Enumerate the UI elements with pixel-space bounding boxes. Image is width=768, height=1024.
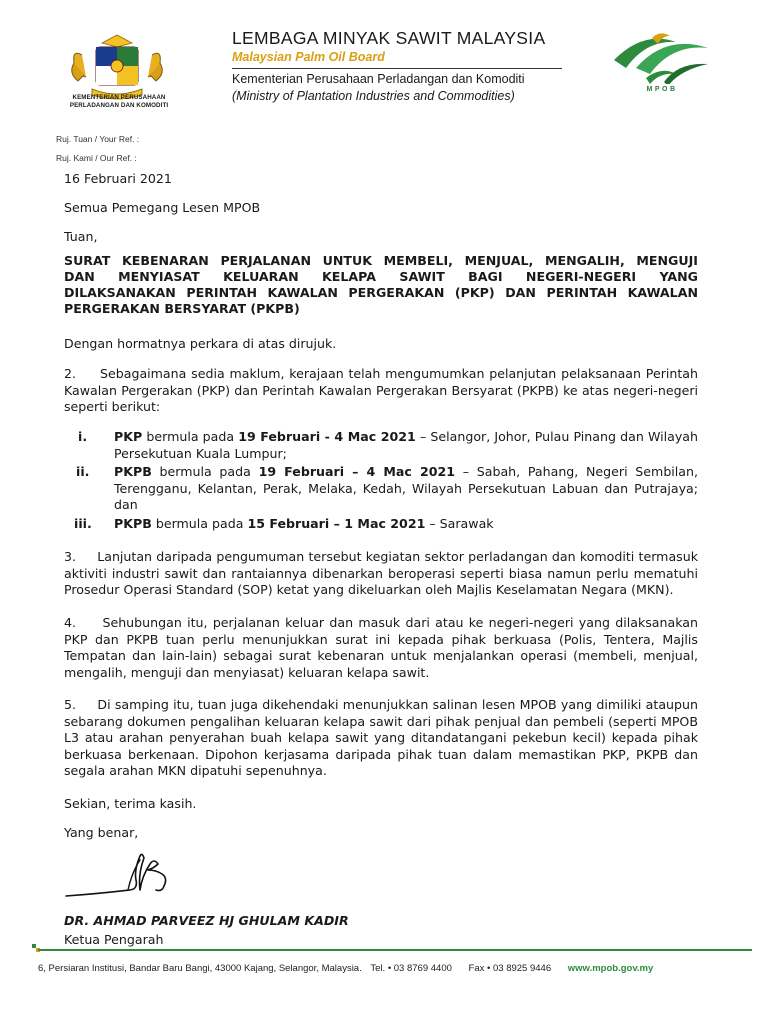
subject-line-3: DILAKSANAKAN PERINTAH KAWALAN PERGERAKAN (PKP) DAN PERINTAH KAWALAN xyxy=(64,285,698,300)
list-item xyxy=(114,429,698,462)
subject-line-4: PERGERAKAN BERSYARAT (PKPB) xyxy=(64,301,300,316)
list-connector: bermula pada xyxy=(142,429,239,444)
footer-contact xyxy=(38,963,752,974)
states: Selangor, Johor, Pulau Pinang dan Wilayah Persekutuan Kuala Lumpur; xyxy=(114,429,698,461)
list-dash: – xyxy=(455,464,477,479)
subject-line-1: SURAT KEBENARAN PERJALANAN UNTUK MEMBELI, MENJUAL, MENGALIH, MENGUJI xyxy=(64,253,698,268)
signatory-name: DR. AHMAD PARVEEZ HJ GHULAM KADIR xyxy=(64,913,349,928)
intro-paragraph: Dengan hormatnya perkara di atas dirujuk. xyxy=(64,336,337,351)
list-dash: – xyxy=(415,429,431,444)
list-connector: bermula pada xyxy=(151,464,259,479)
ministry-name-english: (Ministry of Plantation Industries and Commodities) xyxy=(232,89,515,103)
footer-divider xyxy=(38,949,752,951)
salutation: Tuan, xyxy=(64,229,98,244)
mpob-logo-icon xyxy=(606,28,718,84)
our-reference: Ruj. Kami / Our Ref. : xyxy=(56,153,137,163)
order-type: PKPB xyxy=(114,516,152,531)
paragraph-4: 4. Sehubungan itu, perjalanan keluar dan masuk dari atau ke negeri-negeri yang dilaksanakan PKP dan PKPB tuan perlu menunjukkan surat ini kepada pihak berkuasa (Polis, Tentera, Majlis Tempatan dan lain-lain) sebagai surat kebenaran untuk menjalankan operasi (membeli, menjual, mengalih, menguji dan menyiasat) keluaran kelapa sawit. xyxy=(64,615,698,680)
ministry-name: Kementerian Perusahaan Perladangan dan Komoditi xyxy=(232,72,525,86)
footer-tel-label: Tel. xyxy=(370,963,386,974)
signatory-title: Ketua Pengarah xyxy=(64,932,164,947)
letterhead-divider xyxy=(232,68,562,69)
date-range: 15 Februari – 1 Mac 2021 xyxy=(247,516,426,531)
footer-address: 6, Persiaran Institusi, Bandar Baru Bangi, 43000 Kajang, Selangor, Malaysia. xyxy=(38,963,362,974)
footer-website-link[interactable]: www.mpob.gov.my xyxy=(567,963,654,974)
crest-label-line-2: PERLADANGAN DAN KOMODITI xyxy=(69,102,169,109)
list-connector: bermula pada xyxy=(151,516,248,531)
letter-subject xyxy=(64,253,698,317)
mpob-logo-text: MPOB xyxy=(646,86,678,93)
recipient: Semua Pemegang Lesen MPOB xyxy=(64,200,261,215)
footer-fax-label: Fax xyxy=(468,963,485,974)
order-type: PKP xyxy=(114,429,143,444)
list-item-number: i. xyxy=(78,429,88,444)
your-reference: Ruj. Tuan / Your Ref. : xyxy=(56,134,140,144)
paragraph-3: 3. Lanjutan daripada pengumuman tersebut kegiatan sektor perladangan dan komoditi termasuk aktiviti industri sawit dan rantaiannya dibenarkan beroperasi seperti biasa namun perlu mematuhi Prosedur Operasi Standard (SOP) ketat yang dikeluarkan oleh Majlis Keselamatan Negara (MKN). xyxy=(64,549,698,597)
organization-subtitle: Malaysian Palm Oil Board xyxy=(232,50,385,64)
states: Sabah, Pahang, Negeri Sembilan, Terengganu, Kelantan, Perak, Melaka, Kedah, Wilayah Persekutuan Labuan dan Putrajaya; dan xyxy=(114,464,699,512)
footer-tel: • 03 8769 4400 xyxy=(387,963,452,974)
list-dash: – xyxy=(425,516,440,531)
signoff: Yang benar, xyxy=(64,825,139,840)
letter-date: 16 Februari 2021 xyxy=(64,171,172,186)
organization-title: LEMBAGA MINYAK SAWIT MALAYSIA xyxy=(232,28,546,48)
date-range: 19 Februari - 4 Mac 2021 xyxy=(238,429,416,444)
handwritten-signature-icon xyxy=(58,850,198,908)
states: Sarawak xyxy=(439,516,494,531)
closing: Sekian, terima kasih. xyxy=(64,796,197,811)
ministry-crest-label xyxy=(64,94,174,110)
subject-line-2: DAN MENYIASAT KELUARAN KELAPA SAWIT BAGI NEGERI-NEGERI YANG xyxy=(64,269,698,284)
list-item xyxy=(114,464,698,514)
paragraph-5: 5. Di samping itu, tuan juga dikehendaki menunjukkan salinan lesen MPOB yang dimiliki ataupun sebarang dokumen pengalihan keluaran kelapa sawit dari pihak penjual dan pembeli (seperti MPOB L3 atau arahan penyerahan buah kelapa sawit yang ditandatangani pekebun kecil) kepada pihak berkuasa berkenaan. Dipohon kerjasama daripada pihak tuan dalam memastikan PKP, PKPB dan segala arahan MKN dipatuhi sepenuhnya. xyxy=(64,697,698,778)
paragraph-2: 2. Sebagaimana sedia maklum, kerajaan telah mengumumkan pelanjutan pelaksanaan Perintah Kawalan Pergerakan (PKP) dan Perintah Kawalan Pergerakan Bersyarat (PKPB) ke atas negeri-negeri seperti berikut: xyxy=(64,366,698,414)
crest-label-line-1: KEMENTERIAN PERUSAHAAN xyxy=(72,94,166,101)
list-item xyxy=(114,516,698,533)
date-range: 19 Februari – 4 Mac 2021 xyxy=(258,464,456,479)
list-item-number: iii. xyxy=(74,516,92,531)
order-type: PKPB xyxy=(114,464,152,479)
footer-fax: • 03 8925 9446 xyxy=(487,963,552,974)
list-item-number: ii. xyxy=(76,464,90,479)
